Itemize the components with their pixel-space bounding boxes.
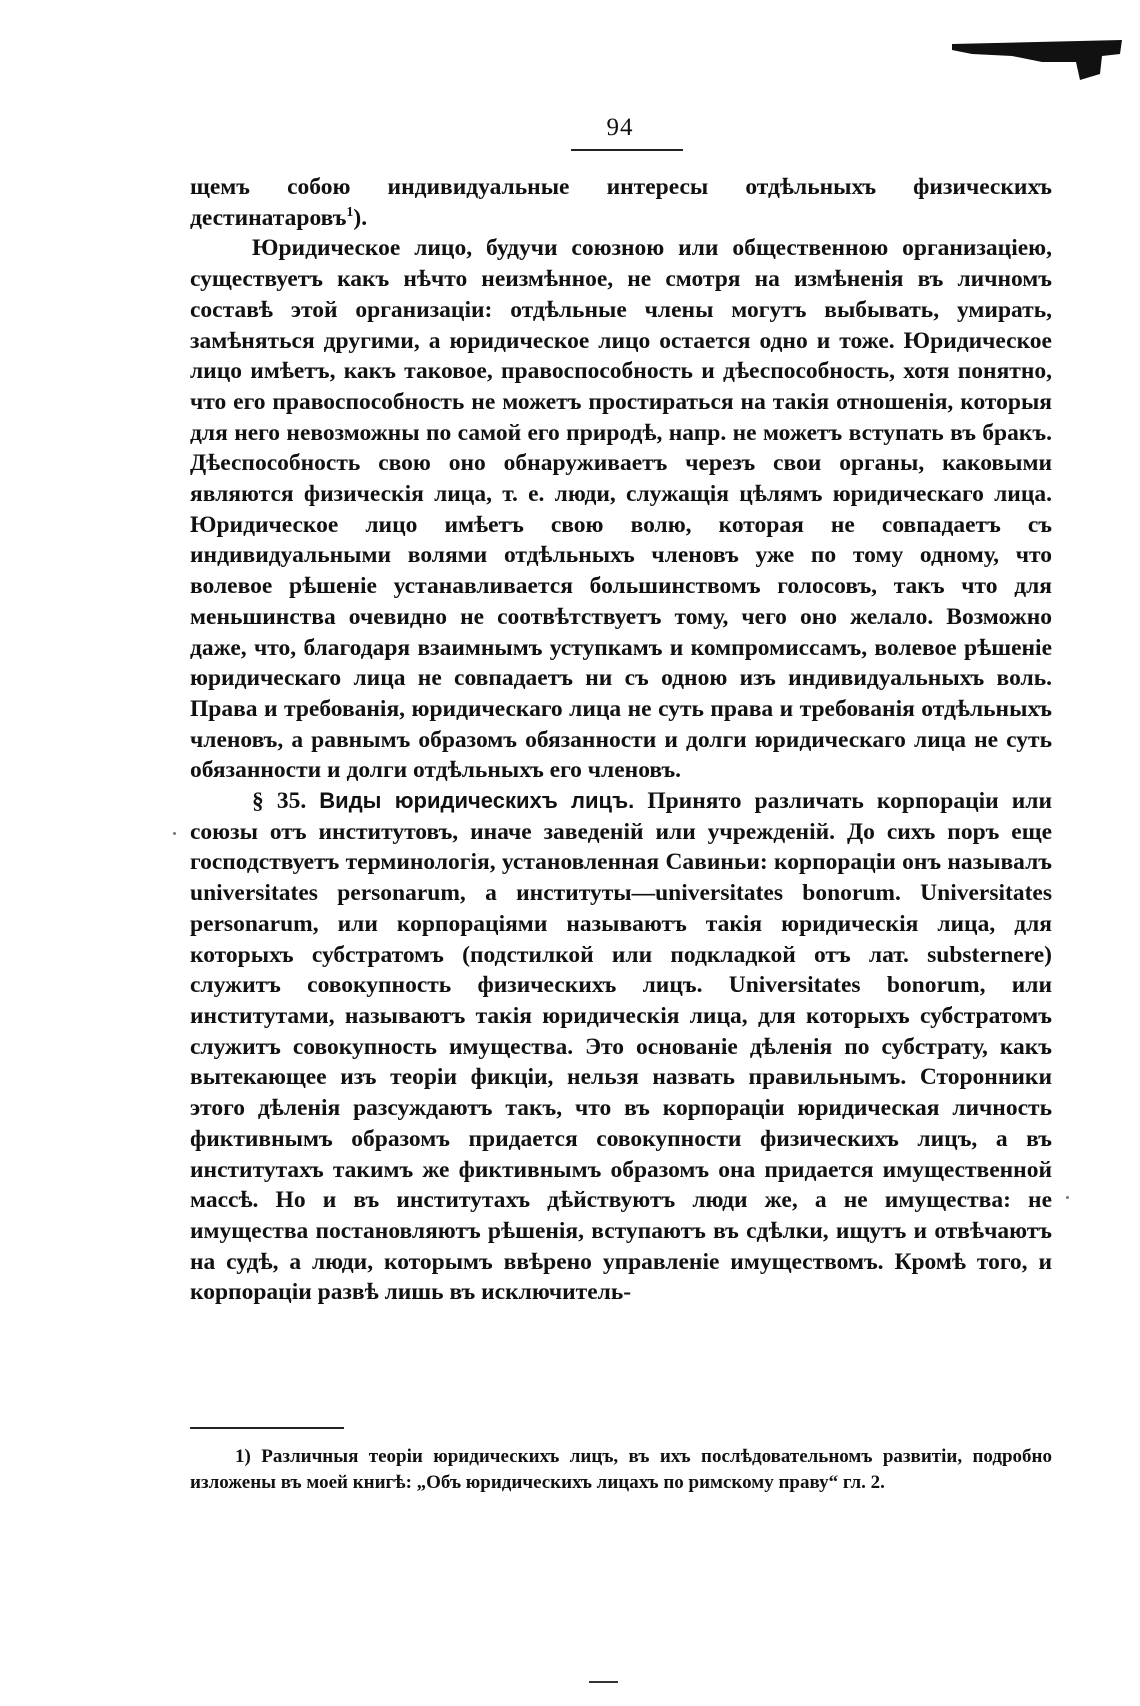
- page-number-rule: [571, 149, 683, 151]
- paragraph-section-35: § 35. Виды юридическихъ лицъ. Принято различать корпорацiи или союзы отъ институтовъ, иначе заведенiй или учрежденiй. До сихъ поръ еще господствуетъ терминологiя, установленная Савиньи: корпорацiи онъ называлъ universitates personarum, а институты—universitates bonorum. Universitates personarum, или корпорацiями называютъ такiя юридическiя лица, для которыхъ субстратомъ (подстилкой или подкладкой отъ лат. substernere) служитъ совокупность физическихъ лицъ. Universitates bonorum, или институтами, называютъ такiя юридическiя лица, для которыхъ субстратомъ служитъ совокупность имущества. Это основанiе дѣленiя по субстрату, какъ вытекающее изъ теорiи фикцiи, нельзя назвать правильнымъ. Сторонники этого дѣленiя разсуждаютъ такъ, что въ корпорацiи юридическая личность фиктивнымъ образомъ придается совокупности физическихъ лицъ, а въ институтахъ такимъ же фиктивнымъ образомъ она придается имущественной массѣ. Но и въ институтахъ дѣйствуютъ люди же, а не имущества: не имущества постановляютъ рѣшенiя, вступаютъ въ сдѣлки, ищутъ и отвѣчаютъ на судѣ, а люди, которымъ ввѣрено управленiе имуществомъ. Кромѣ того, и корпорацiи развѣ лишь въ исключитель-: [190, 788, 1053, 1306]
- section-title: Виды юридическихъ лицъ.: [319, 788, 635, 814]
- scan-speck: [1066, 1196, 1069, 1199]
- paragraph-legal-entity: Юридическое лицо, будучи союзною или общественною организацiею, существуетъ какъ нѣчто неизмѣнное, не смотря на измѣненiя въ личномъ составѣ этой организацiи: отдѣльные члены могутъ выбывать, умирать, замѣняться другими, а юридическое лицо остается одно и тоже. Юридическое лицо имѣетъ, какъ таковое, правоспособность и дѣеспособность, хотя понятно, что его правоспособность не можетъ простираться на такiя отношенiя, которыя для него невозможны по самой его природѣ, напр. не можетъ вступать въ бракъ. Дѣеспособность свою оно обнаруживаетъ черезъ свои органы, каковыми являются физическiя лица, т. е. люди, служащiя цѣлямъ юридическаго лица. Юридическое лицо имѣетъ свою волю, которая не совпадаетъ съ индивидуальными волями отдѣльныхъ членовъ уже по тому одному, что волевое рѣшенiе устанавливается большинствомъ голосовъ, такъ что для меньшинства очевидно не соотвѣтствуетъ тому, чего оно желало. Возможно даже, что, благодаря взаимнымъ уступкамъ и компромиссамъ, волевое рѣшенiе юридическаго лица не совпадаетъ ни съ одною изъ индивидуальныхъ воль. Права и требованiя, юридическаго лица не суть права и требованiя отдѣльныхъ членовъ, а равнымъ образомъ обязанности и долги юридическаго лица не суть обязанности и долги отдѣльныхъ его членовъ.: [190, 235, 1052, 784]
- paragraph-continuation: щемъ собою индивидуальные интересы отдѣльныхъ физическихъ дестинатаровъ$^1$).: [190, 174, 1052, 231]
- bottom-mark: [589, 1681, 618, 1683]
- footnote-rule: [190, 1427, 344, 1429]
- page-number: 94: [606, 114, 634, 141]
- footnote: [190, 1444, 1052, 1496]
- scan-corner-mark: [952, 40, 1122, 84]
- body-text: [190, 172, 1052, 1308]
- footnote-marker: 1): [235, 1446, 251, 1467]
- section-sign: § 35.: [252, 788, 307, 815]
- scan-speck: [173, 832, 176, 835]
- footnote-ref: 1: [346, 204, 354, 220]
- footnote-text: 1) Различныя теорiи юридическихъ лицъ, въ ихъ послѣдовательномъ развитiи, подробно изложены въ моей книгѣ: „Объ юридическихъ лицахъ по римскому праву“ гл. 2.: [190, 1446, 1052, 1493]
